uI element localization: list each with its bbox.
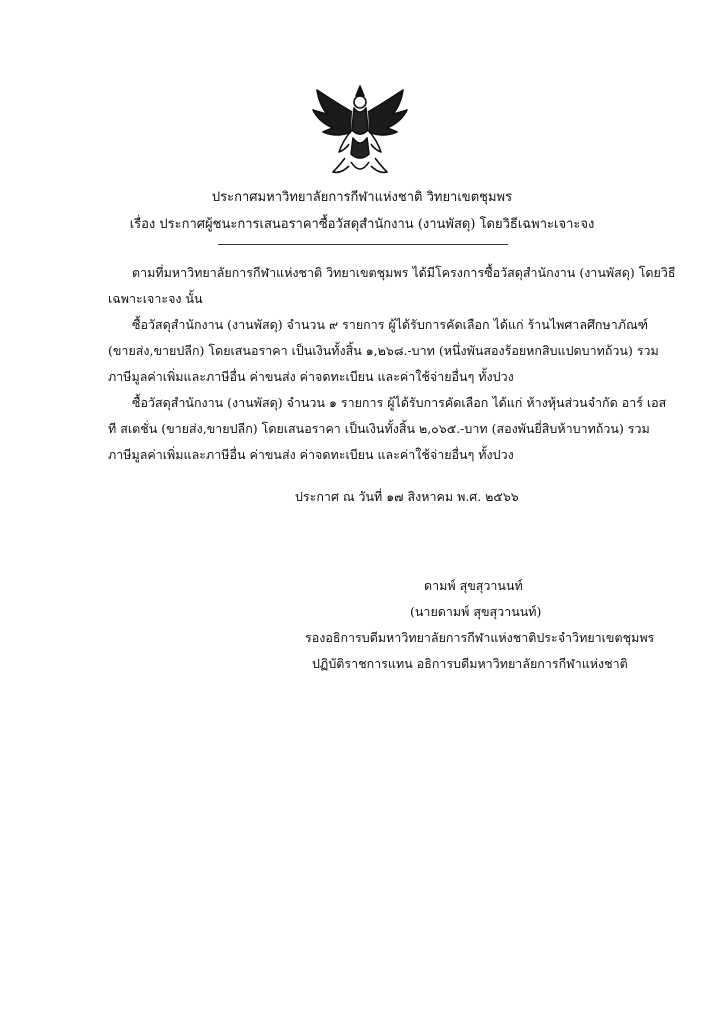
signer-signature: ดามพ์ สุขสุวานนท์ <box>424 578 523 593</box>
intro-line-2: เฉพาะเจาะจง นั้น <box>108 291 203 306</box>
item2-line-2: ที สเตชั่น (ขายส่ง,ขายปลีก) โดยเสนอราคา เป็นเงินทั้งสิ้น ๒,๐๖๕.-บาท (สองพันยี่สิบห้าบาทถ้วน) รวม <box>108 421 650 436</box>
intro-line-1: ตามที่มหาวิทยาลัยการกีฬาแห่งชาติ วิทยาเขตชุมพร ได้มีโครงการซื้อวัสดุสำนักงาน (งานพัสดุ) โดยวิธี <box>132 265 676 280</box>
title-divider <box>218 244 508 245</box>
signer-printed-name: (นายดามพ์ สุขสุวานนท์) <box>410 604 542 619</box>
item1-line-1: ซื้อวัสดุสำนักงาน (งานพัสดุ) จำนวน ๙ รายการ ผู้ได้รับการคัดเลือก ได้แก่ ร้านไพศาลศึกษาภัณฑ์ <box>132 317 648 332</box>
item2-line-1: ซื้อวัสดุสำนักงาน (งานพัสดุ) จำนวน ๑ รายการ ผู้ได้รับการคัดเลือก ได้แก่ ห้างหุ้นส่วนจำกัด อาร์ เอส <box>132 395 667 410</box>
document-subject: เรื่อง ประกาศผู้ชนะการเสนอราคาซื้อวัสดุสำนักงาน (งานพัสดุ) โดยวิธีเฉพาะเจาะจง <box>129 217 595 232</box>
document-title: ประกาศมหาวิทยาลัยการกีฬาแห่งชาติ วิทยาเขตชุมพร <box>211 190 513 205</box>
announcement-date: ประกาศ ณ วันที่ ๑๗ สิงหาคม พ.ศ. ๒๕๖๖ <box>295 489 519 504</box>
garuda-emblem-icon <box>305 82 415 182</box>
item1-line-3: ภาษีมูลค่าเพิ่มและภาษีอื่น ค่าขนส่ง ค่าจดทะเบียน และค่าใช้จ่ายอื่นๆ ทั้งปวง <box>108 369 514 384</box>
signer-position-1: รองอธิการบดีมหาวิทยาลัยการกีฬาแห่งชาติประจำวิทยาเขตชุมพร <box>305 630 655 645</box>
signer-position-2: ปฏิบัติราชการแทน อธิการบดีมหาวิทยาลัยการกีฬาแห่งชาติ <box>312 656 628 671</box>
item1-line-2: (ขายส่ง,ขายปลีก) โดยเสนอราคา เป็นเงินทั้งสิ้น ๑,๒๖๘.-บาท (หนึ่งพันสองร้อยหกสิบแปดบาทถ้วน) รวม <box>108 343 659 358</box>
item2-line-3: ภาษีมูลค่าเพิ่มและภาษีอื่น ค่าขนส่ง ค่าจดทะเบียน และค่าใช้จ่ายอื่นๆ ทั้งปวง <box>108 447 514 462</box>
